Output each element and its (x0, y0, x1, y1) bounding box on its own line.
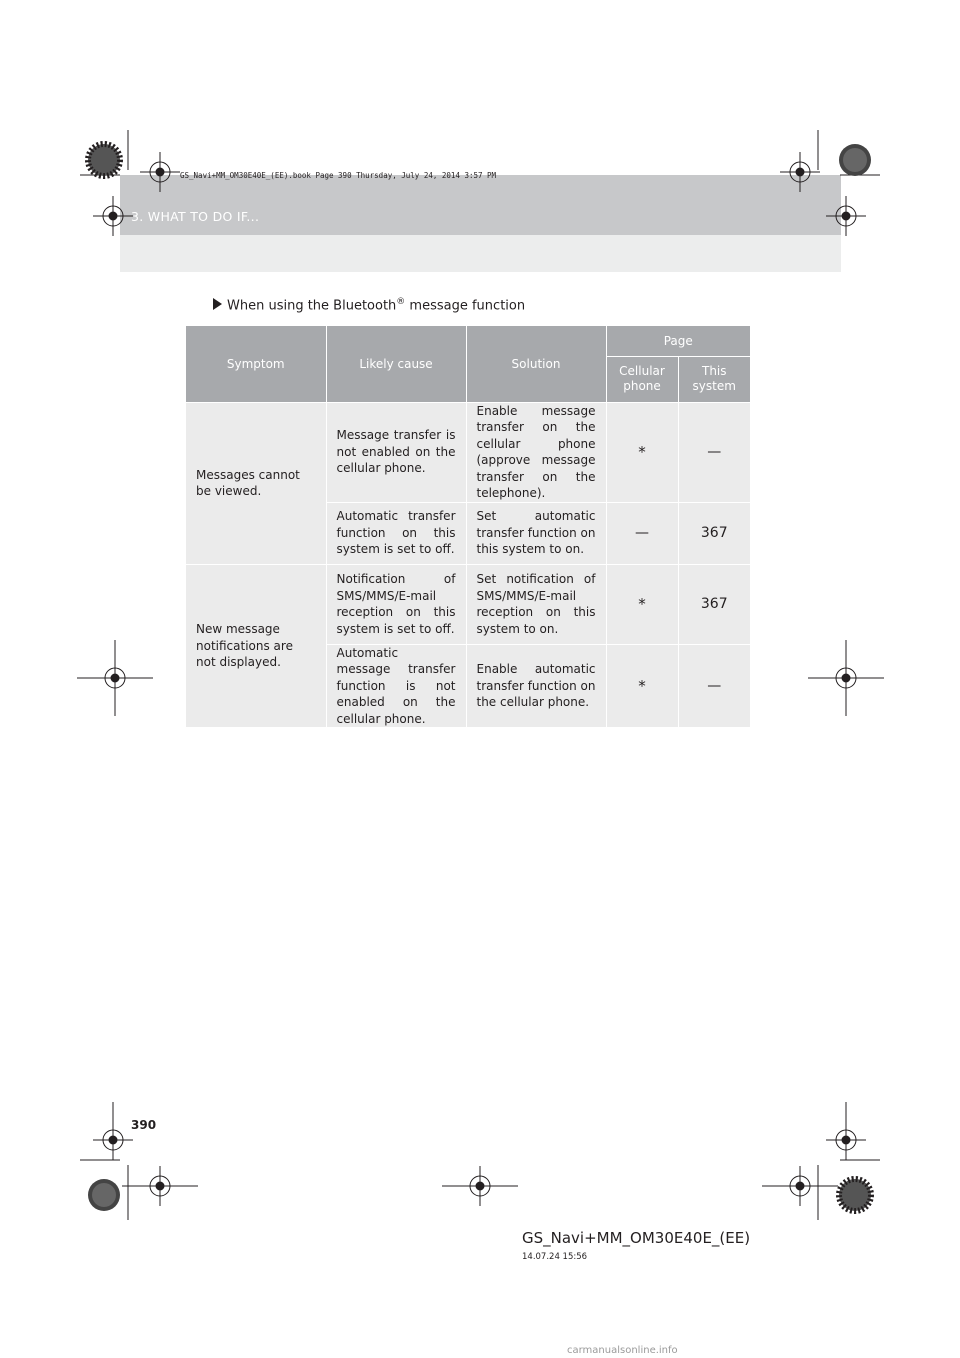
triangle-bullet-icon (213, 298, 222, 310)
document-timestamp: 14.07.24 15:56 (522, 1252, 588, 1262)
cell-system-page: — (678, 644, 750, 728)
cell-cause: Notification of SMS/MMS/E-mail reception on this system is set to off. (326, 564, 466, 644)
cell-cellular-page: — (606, 502, 678, 564)
watermark: carmanualsonline.info (567, 1345, 678, 1356)
cell-cellular-page: * (606, 644, 678, 728)
cell-cellular-page: * (606, 564, 678, 644)
cell-cause: Automatic message transfer function is not enabled on the cellular phone. (326, 644, 466, 728)
book-info-line: GS_Navi+MM_OM30E40E_(EE).book Page 390 Thursday, July 24, 2014 3:57 PM (180, 171, 497, 180)
troubleshooting-table (186, 326, 750, 728)
document-id: GS_Navi+MM_OM30E40E_(EE) (522, 1229, 751, 1247)
cell-system-page: 367 (678, 502, 750, 564)
header-solution: Solution (466, 326, 606, 402)
table-row (186, 402, 750, 502)
cell-solution: Set notification of SMS/MMS/E-mail reception on this system to on. (466, 564, 606, 644)
page-number: 390 (131, 1118, 157, 1132)
cell-system-page: — (678, 402, 750, 502)
section-title: 3. WHAT TO DO IF... (131, 209, 260, 224)
cell-solution: Enable message transfer on the cellular phone (approve message transfer on the telephone). (466, 402, 606, 502)
cell-solution: Set automatic transfer function on this system to on. (466, 502, 606, 564)
header-page: Page (606, 326, 750, 356)
header-likely-cause: Likely cause (326, 326, 466, 402)
cell-cause: Automatic transfer function on this system is set to off. (326, 502, 466, 564)
cell-cause: Message transfer is not enabled on the cellular phone. (326, 402, 466, 502)
cell-system-page: 367 (678, 564, 750, 644)
table-row (186, 564, 750, 644)
header-cellular-phone: Cellular phone (606, 356, 678, 402)
subheading: When using the Bluetooth® message function (213, 297, 525, 313)
cell-symptom: Messages cannot be viewed. (186, 402, 326, 564)
cell-solution: Enable automatic transfer function on the cellular phone. (466, 644, 606, 728)
header-symptom: Symptom (186, 326, 326, 402)
cell-symptom: New message notifications are not displayed. (186, 564, 326, 728)
header-this-system: This system (678, 356, 750, 402)
cell-cellular-page: * (606, 402, 678, 502)
